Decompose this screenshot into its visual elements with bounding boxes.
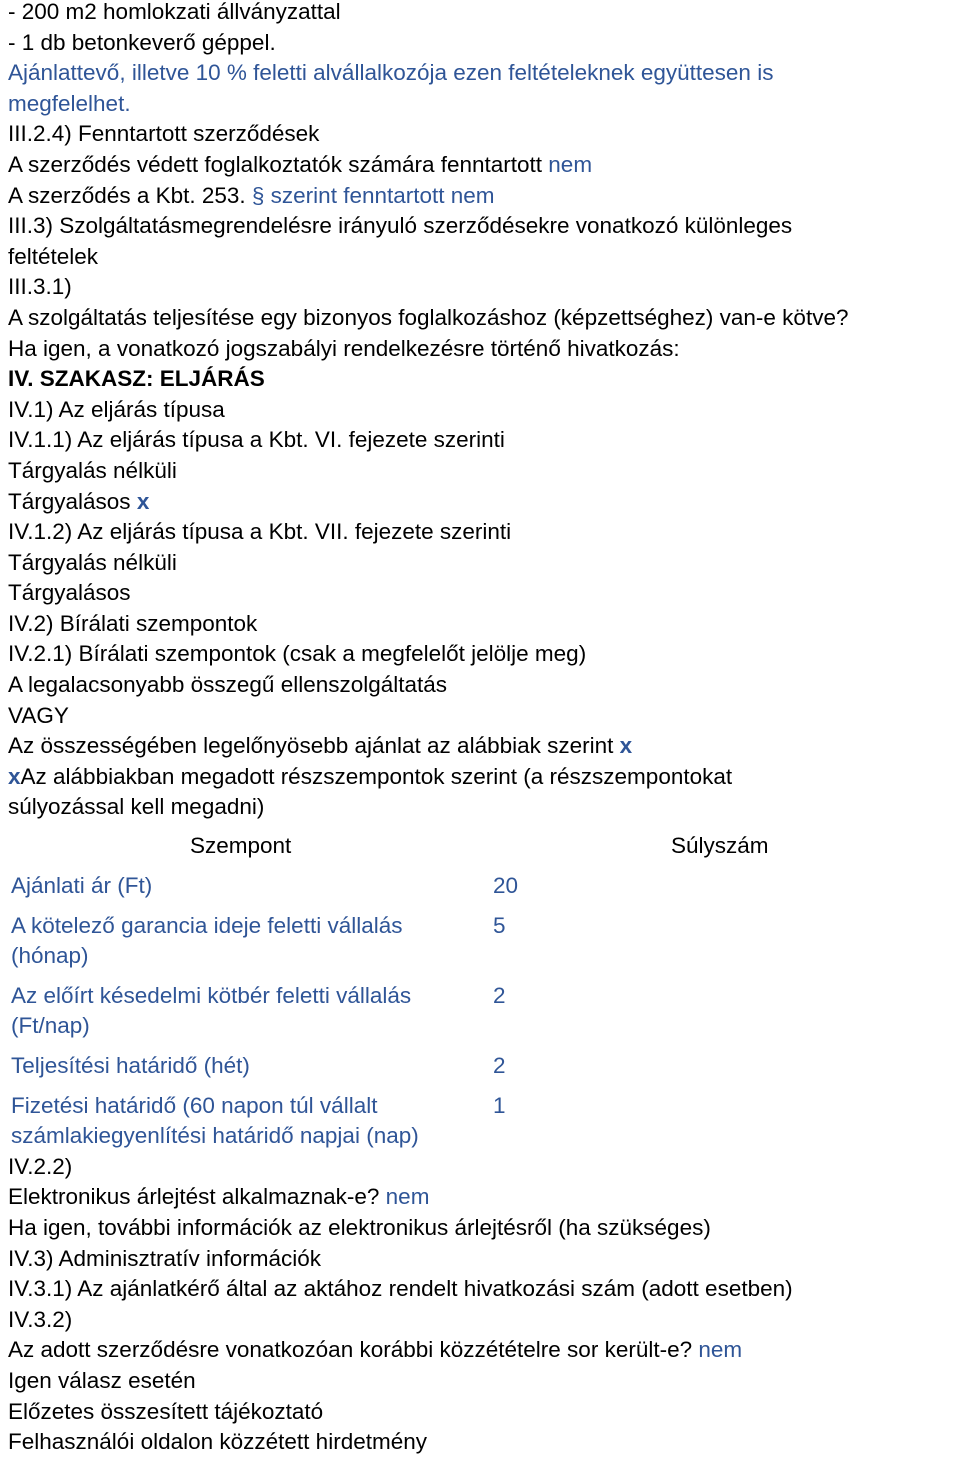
section-heading-iv31: IV.3.1) Az ajánlatkérő által az aktához rendelt hivatkozási szám (adott esetben) — [8, 1276, 793, 1302]
text-line: - 1 db betonkeverő géppel. — [8, 29, 276, 55]
criterion-subcriteria — [8, 762, 953, 793]
criteria-name-line: Teljesítési határidő (hét) — [11, 1053, 250, 1078]
e-auction-value: nem — [385, 1184, 430, 1210]
criteria-row — [11, 911, 538, 972]
section-heading-iv32: IV.3.2) — [8, 1306, 73, 1332]
buyer-profile-line: Felhasználói oldalon közzétett hirdetmény — [8, 1429, 427, 1455]
criterion-subcriteria-cont: súlyozással kell megadni) — [8, 794, 265, 820]
reserved-value: nem — [548, 151, 593, 177]
option-negotiated-label: Tárgyalásos — [8, 488, 137, 514]
criteria-name-line: Fizetési határidő (60 napon túl vállalt — [11, 1092, 378, 1118]
criteria-name-line: számlakiegyenlítési határidő napjai (nap) — [11, 1123, 419, 1149]
criteria-table — [8, 871, 538, 1152]
criteria-name-line: (hónap) — [11, 943, 89, 969]
section-heading-iv21: IV.2.1) Bírálati szempontok (csak a megfelelőt jelölje meg) — [8, 641, 587, 667]
section-heading-iv12: IV.1.2) Az eljárás típusa a Kbt. VII. fejezete szerinti — [8, 519, 512, 545]
reserved-contract-line — [8, 150, 953, 181]
text-line: Ajánlattevő, illetve 10 % feletti alvállalkozója ezen feltételeknek együttesen is — [8, 60, 774, 86]
e-auction-label: Elektronikus árlejtést alkalmaznak-e? — [8, 1184, 386, 1210]
question-profession: A szolgáltatás teljesítése egy bizonyos foglalkozáshoz (képzettséghez) van-e kötve? — [8, 304, 849, 330]
section-heading-iv3: IV.3) Adminisztratív információk — [8, 1245, 322, 1271]
criterion-best-value-label: Az összességében legelőnyösebb ajánlat az alábbiak szerint — [8, 733, 620, 759]
criteria-row — [11, 871, 538, 902]
option-no-negotiation-2: Tárgyalás nélküli — [8, 549, 177, 575]
after-table-section — [8, 1152, 953, 1458]
section-heading-iv1: IV.1) Az eljárás típusa — [8, 396, 225, 422]
criteria-name — [11, 871, 479, 902]
section-heading-iv2: IV.2) Bírálati szempontok — [8, 610, 258, 636]
section-heading-iii24: III.2.4) Fenntartott szerződések — [8, 121, 320, 147]
header-weight: Súlyszám — [671, 833, 769, 859]
reserved-kbt-line — [8, 181, 953, 212]
criteria-name — [11, 911, 479, 972]
criteria-name-line: Az előírt késedelmi kötbér feletti vállalás — [11, 982, 412, 1008]
criterion-or: VAGY — [8, 702, 69, 728]
check-mark: x — [136, 488, 150, 514]
criteria-weight: 2 — [493, 1053, 506, 1078]
prior-publication-label: Az adott szerződésre vonatkozóan korábbi közzétételre sor került-e? — [8, 1337, 699, 1363]
criteria-row — [11, 1091, 538, 1152]
section-heading-iii3: III.3) Szolgáltatásmegrendelésre irányuló szerződésekre vonatkozó különleges — [8, 213, 793, 239]
option-negotiated — [8, 487, 953, 518]
option-no-negotiation: Tárgyalás nélküli — [8, 457, 177, 483]
criteria-weight: 1 — [493, 1092, 506, 1118]
reserved-kbt-value: nem — [450, 182, 495, 208]
criteria-weight: 20 — [493, 873, 519, 899]
text-line: megfelelhet. — [8, 90, 131, 116]
e-auction-line — [8, 1182, 953, 1213]
criteria-name — [11, 1051, 479, 1082]
criteria-name-line: Ajánlati ár (Ft) — [11, 873, 153, 899]
question-reference: Ha igen, a vonatkozó jogszabályi rendelkezésre történő hivatkozás: — [8, 335, 680, 361]
criteria-name — [11, 981, 479, 1042]
criteria-name — [11, 1091, 479, 1152]
e-auction-info: Ha igen, további információk az elektronikus árlejtésről (ha szükséges) — [8, 1214, 711, 1240]
criteria-weight: 5 — [493, 912, 506, 938]
check-mark: x — [8, 763, 21, 789]
criterion-subcriteria-label: Az alábbiakban megadott részszempontok szerint (a részszempontokat — [20, 763, 733, 789]
reserved-label: A szerződés védett foglalkoztatók számára fenntartott — [8, 151, 549, 177]
criteria-table-header — [8, 823, 953, 867]
section-heading-iv: IV. SZAKASZ: ELJÁRÁS — [8, 366, 265, 392]
criterion-best-value — [8, 731, 953, 762]
check-mark: x — [619, 733, 633, 759]
section-heading-iv11: IV.1.1) Az eljárás típusa a Kbt. VI. fejezete szerinti — [8, 427, 505, 453]
option-negotiated-2: Tárgyalásos — [8, 580, 131, 606]
criteria-weight: 2 — [493, 982, 506, 1008]
criterion-lowest-price: A legalacsonyabb összegű ellenszolgáltatás — [8, 672, 448, 698]
if-yes-line: Igen válasz esetén — [8, 1367, 196, 1393]
prior-notice-line: Előzetes összesített tájékoztató — [8, 1398, 324, 1424]
criteria-name-line: (Ft/nap) — [11, 1013, 90, 1039]
document-body — [8, 0, 953, 1458]
section-heading-iv22: IV.2.2) — [8, 1153, 73, 1179]
prior-publication-value: nem — [698, 1337, 743, 1363]
criteria-row — [11, 1051, 538, 1082]
header-criterion: Szempont — [190, 833, 292, 859]
criteria-row — [11, 981, 538, 1042]
criteria-name-line: A kötelező garancia ideje feletti vállalás — [11, 912, 403, 938]
reserved-kbt-para: § szerint fenntartott — [251, 182, 451, 208]
section-heading-iii31: III.3.1) — [8, 274, 72, 300]
text-line: - 200 m2 homlokzati állványzattal — [8, 0, 341, 24]
prior-publication-line — [8, 1335, 953, 1366]
reserved-kbt-label: A szerződés a Kbt. 253. — [8, 182, 252, 208]
section-heading-iii3-cont: feltételek — [8, 243, 99, 269]
